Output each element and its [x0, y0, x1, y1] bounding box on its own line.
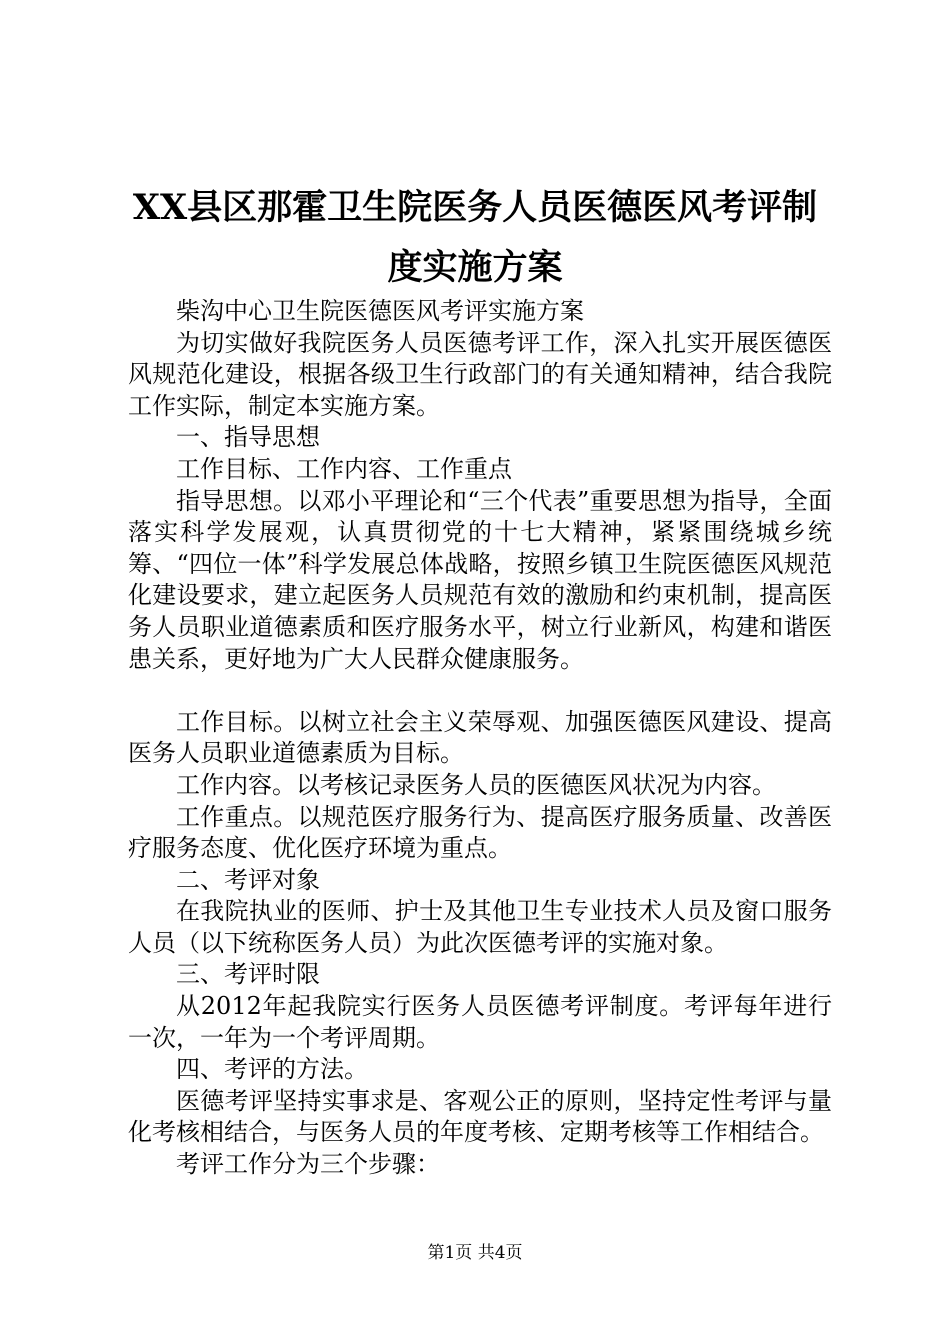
paragraph-work-focus: 工作重点。以规范医疗服务行为、提高医疗服务质量、改善医疗服务态度、优化医疗环境为重点。: [128, 802, 832, 863]
document-title-line-1: XX县区那霍卫生院医务人员医德医风考评制: [132, 187, 818, 228]
paragraph-evaluation-method: 医德考评坚持实事求是、客观公正的原则，坚持定性考评与量化考核相结合，与医务人员的年度考核、定期考核等工作相结合。: [128, 1086, 832, 1147]
paragraph-intro: 为切实做好我院医务人员医德考评工作，深入扎实开展医德医风规范化建设，根据各级卫生行政部门的有关通知精神，结合我院工作实际，制定本实施方案。: [128, 328, 832, 420]
section-heading-guiding-thought: 一、指导思想: [176, 423, 320, 452]
paragraph-guiding-thought: 指导思想。以邓小平理论和“三个代表”重要思想为指导，全面落实科学发展观，认真贯彻党的十七大精神，紧紧围绕城乡统筹、“四位一体”科学发展总体战略，按照乡镇卫生院医德医风规范化建设要求，建立起医务人员规范有效的激励和约束机制，提高医务人员职业道德素质和医疗服务水平，树立行业新风，构建和谐医患关系，更好地为广大人民群众健康服务。: [128, 486, 832, 673]
section-heading-evaluation-method: 四、考评的方法。: [176, 1055, 368, 1084]
paragraph-evaluation-steps: 考评工作分为三个步骤：: [176, 1150, 440, 1179]
document-title-line-2: 度实施方案: [387, 247, 563, 288]
paragraph-subtitle: 柴沟中心卫生院医德医风考评实施方案: [176, 297, 584, 325]
document-body: [128, 296, 832, 1181]
paragraph-evaluation-target: 在我院执业的医师、护士及其他卫生专业技术人员及窗口服务人员（以下统称医务人员）为此次医德考评的实施对象。: [128, 897, 832, 957]
section-heading-evaluation-period: 三、考评时限: [176, 960, 320, 989]
section-heading-evaluation-target: 二、考评对象: [176, 865, 320, 894]
paragraph-work-goal: 工作目标。以树立社会主义荣辱观、加强医德医风建设、提高医务人员职业道德素质为目标。: [128, 707, 832, 768]
paragraph-work-content: 工作内容。以考核记录医务人员的医德医风状况为内容。: [176, 770, 776, 799]
page-footer: 第1页 共4页: [427, 1243, 523, 1263]
paragraph-evaluation-period: 从2012年起我院实行医务人员医德考评制度。考评每年进行一次，一年为一个考评周期。: [128, 992, 832, 1052]
paragraph-overview: 工作目标、工作内容、工作重点: [176, 454, 512, 483]
